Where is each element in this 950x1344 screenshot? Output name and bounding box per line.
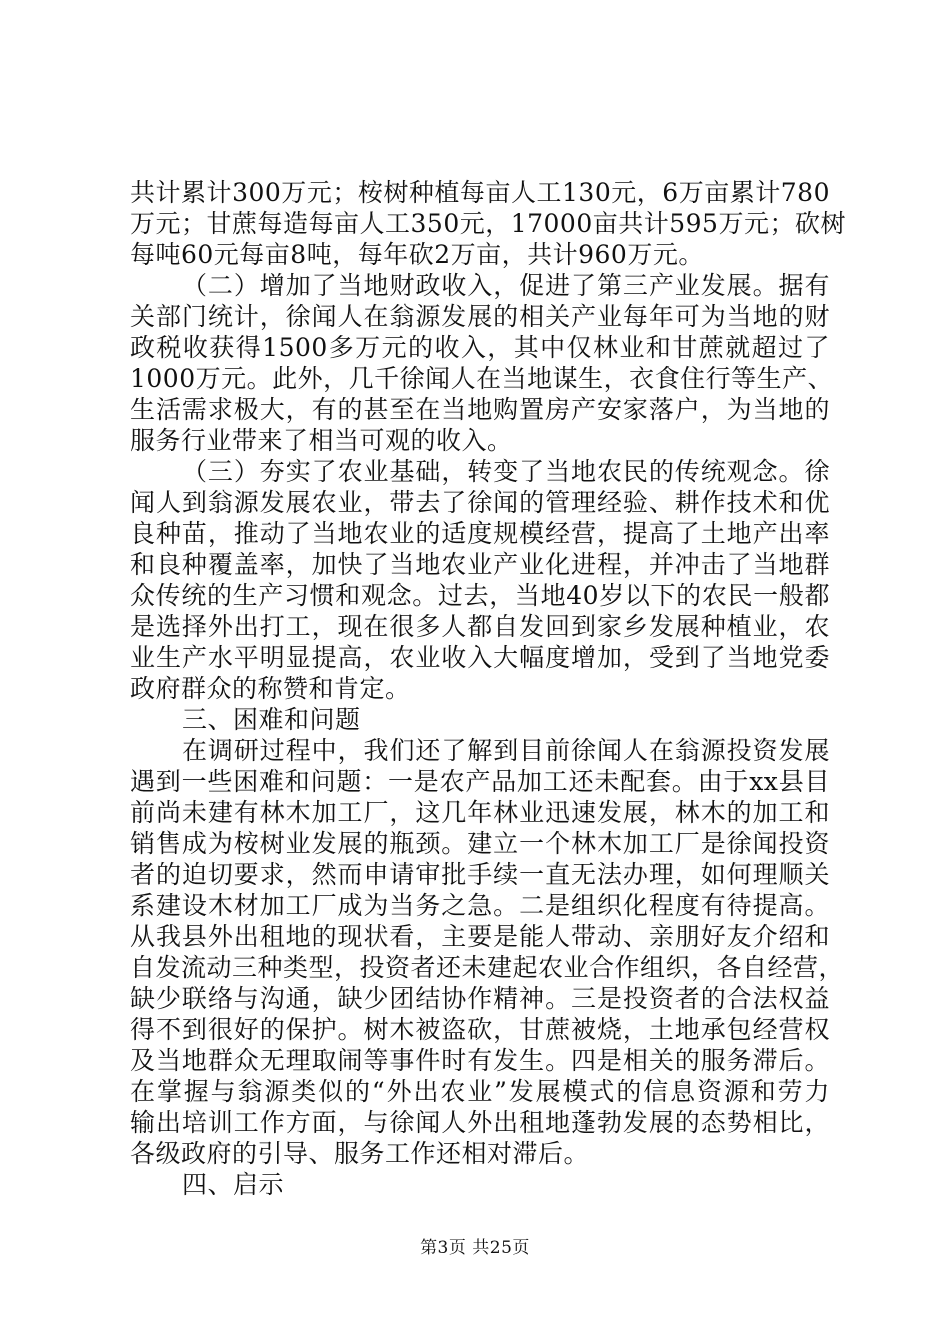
body-line-12: 良种苗，推动了当地农业的适度规模经营，提高了土地产出率: [130, 519, 830, 548]
body-line-25: 从我县外出租地的现状看，主要是能人带动、亲朋好友介绍和: [130, 922, 830, 951]
body-line-5: 关部门统计，徐闻人在翁源发展的相关产业每年可为当地的财: [130, 302, 830, 331]
body-line-32: 各级政府的引导、服务工作还相对滞后。: [130, 1139, 590, 1168]
paragraph-2-heading-line: （二）增加了当地财政收入，促进了第三产业发展。据有: [182, 271, 830, 300]
section-heading-difficulties: 三、困难和问题: [182, 705, 361, 734]
body-line-3: 每吨60元每亩8吨，每年砍2万亩，共计960万元。: [130, 240, 704, 269]
body-line-17: 政府群众的称赞和肯定。: [130, 674, 411, 703]
body-line-31: 输出培训工作方面，与徐闻人外出租地蓬勃发展的态势相比，: [130, 1108, 830, 1137]
body-line-6: 政税收获得1500多万元的收入，其中仅林业和甘蔗就超过了: [130, 333, 830, 362]
body-line-20: 遇到一些困难和问题：一是农产品加工还未配套。由于xx县目: [130, 767, 830, 796]
paragraph-3-heading-line: （三）夯实了农业基础，转变了当地农民的传统观念。徐: [182, 457, 830, 486]
body-line-24: 系建设木材加工厂成为当务之急。二是组织化程度有待提高。: [130, 891, 830, 920]
body-line-21: 前尚未建有林木加工厂，这几年林业迅速发展，林木的加工和: [130, 798, 830, 827]
body-line-11: 闻人到翁源发展农业，带去了徐闻的管理经验、耕作技术和优: [130, 488, 830, 517]
body-line-28: 得不到很好的保护。树木被盗砍，甘蔗被烧，土地承包经营权: [130, 1015, 830, 1044]
body-line-14: 众传统的生产习惯和观念。过去，当地40岁以下的农民一般都: [130, 581, 830, 610]
body-line-13: 和良种覆盖率，加快了当地农业产业化进程，并冲击了当地群: [130, 550, 830, 579]
body-line-23: 者的迫切要求，然而申请审批手续一直无法办理，如何理顺关: [130, 860, 830, 889]
body-line-9: 服务行业带来了相当可观的收入。: [130, 426, 513, 455]
body-line-27: 缺少联络与沟通，缺少团结协作精神。三是投资者的合法权益: [130, 984, 830, 1013]
body-line-29: 及当地群众无理取闹等事件时有发生。四是相关的服务滞后。: [130, 1046, 830, 1075]
section-heading-insights: 四、启示: [182, 1170, 285, 1199]
body-line-8: 生活需求极大，有的甚至在当地购置房产安家落户，为当地的: [130, 395, 830, 424]
body-line-30: 在掌握与翁源类似的“外出农业”发展模式的信息资源和劳力: [130, 1077, 830, 1106]
body-line-22: 销售成为桉树业发展的瓶颈。建立一个林木加工厂是徐闻投资: [130, 829, 830, 858]
body-line-2: 万元；甘蔗每造每亩人工350元，17000亩共计595万元；砍树: [130, 209, 846, 238]
body-line-26: 自发流动三种类型，投资者还未建起农业合作组织，各自经营，: [130, 953, 845, 982]
page-number-footer: 第3页 共25页: [420, 1238, 530, 1258]
body-line-15: 是选择外出打工，现在很多人都自发回到家乡发展种植业，农: [130, 612, 830, 641]
body-line-7: 1000万元。此外，几千徐闻人在当地谋生，衣食住行等生产、: [130, 364, 834, 393]
body-line-1: 共计累计300万元；桉树种植每亩人工130元，6万亩累计780: [130, 178, 830, 207]
body-line-19: 在调研过程中，我们还了解到目前徐闻人在翁源投资发展: [182, 736, 830, 765]
body-line-16: 业生产水平明显提高，农业收入大幅度增加，受到了当地党委: [130, 643, 830, 672]
